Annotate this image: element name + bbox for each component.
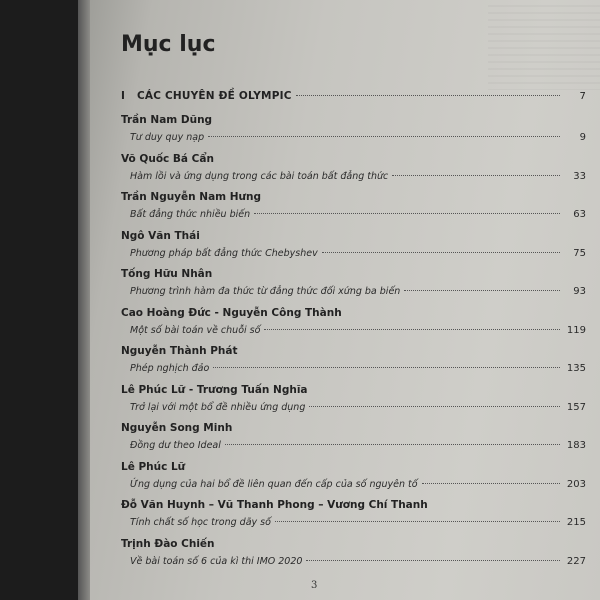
- dot-leader: [322, 252, 560, 253]
- entry-article: [130, 399, 586, 416]
- toc-entry: [121, 459, 586, 493]
- entry-article: [130, 360, 586, 377]
- entry-page-number: 93: [573, 286, 586, 297]
- entry-page-number: 63: [573, 209, 586, 220]
- entry-article: [130, 168, 586, 185]
- dot-leader: [208, 136, 560, 137]
- toc-entry: [121, 266, 586, 300]
- toc-entry: [121, 112, 586, 146]
- entry-article: [130, 437, 586, 454]
- entry-author: Võ Quốc Bá Cẩn: [121, 153, 214, 165]
- entry-author: Ngô Văn Thái: [121, 230, 200, 242]
- entry-article: [130, 283, 586, 300]
- entry-article: [130, 322, 586, 339]
- entry-author: Trịnh Đào Chiến: [121, 538, 215, 550]
- entry-title: Một số bài toán về chuỗi số: [130, 325, 261, 336]
- entry-author: Lê Phúc Lữ - Trương Tuấn Nghĩa: [121, 384, 308, 396]
- entry-author: Nguyễn Song Minh: [121, 422, 233, 434]
- dot-leader: [296, 95, 560, 96]
- entry-page-number: 75: [573, 248, 586, 259]
- entry-title: Phương trình hàm đa thức từ đẳng thức đối xứng ba biến: [130, 286, 401, 297]
- part-page-number: 7: [579, 91, 586, 102]
- entry-author: Nguyễn Thành Phát: [121, 345, 238, 357]
- entry-article: [130, 129, 586, 146]
- entry-page-number: 157: [566, 402, 586, 413]
- entry-author: Cao Hoàng Đức - Nguyễn Công Thành: [121, 307, 342, 319]
- entry-title: Phương pháp bất đẳng thức Chebyshev: [130, 248, 318, 259]
- book-page: [78, 0, 600, 600]
- dot-leader: [225, 444, 560, 445]
- entry-page-number: 9: [579, 132, 586, 143]
- dot-leader: [264, 329, 560, 330]
- dot-leader: [213, 367, 560, 368]
- toc-entry: [121, 305, 586, 339]
- entry-article: [130, 476, 586, 493]
- entry-article: [130, 206, 586, 223]
- toc-entry: [121, 228, 586, 262]
- toc-entry: [121, 151, 586, 185]
- part-heading: [121, 90, 586, 102]
- footer-page-number: 3: [311, 580, 318, 591]
- entry-title: Ứng dụng của hai bổ đề liên quan đến cấp của số nguyên tố: [130, 479, 418, 490]
- entry-author: Lê Phúc Lữ: [121, 461, 186, 473]
- toc-entry: [121, 189, 586, 223]
- entry-article: [130, 245, 586, 262]
- dot-leader: [392, 175, 560, 176]
- entry-page-number: 183: [566, 440, 586, 451]
- page-title: Mục lục: [121, 32, 216, 57]
- toc-entry: [121, 343, 586, 377]
- part-label: CÁC CHUYÊN ĐỀ OLYMPIC: [137, 90, 292, 102]
- entry-article: [130, 553, 586, 570]
- page-bleed-through: [488, 0, 600, 90]
- toc-entry: [121, 382, 586, 416]
- entry-author: Tống Hữu Nhân: [121, 268, 213, 280]
- dot-leader: [422, 483, 560, 484]
- toc-entry: [121, 536, 586, 570]
- entry-title: Trở lại với một bổ đề nhiều ứng dụng: [130, 402, 306, 413]
- entry-page-number: 215: [566, 517, 586, 528]
- entry-page-number: 119: [566, 325, 586, 336]
- entry-title: Bất đẳng thức nhiều biến: [130, 209, 251, 220]
- entry-article: [130, 514, 586, 531]
- book-spine: [78, 0, 90, 600]
- entry-page-number: 135: [566, 363, 586, 374]
- entry-page-number: 227: [566, 556, 586, 567]
- entry-page-number: 33: [573, 171, 586, 182]
- dot-leader: [306, 560, 560, 561]
- entry-title: Đồng dư theo Ideal: [130, 440, 221, 451]
- toc-entry: [121, 497, 586, 531]
- dot-leader: [404, 290, 560, 291]
- entry-page-number: 203: [566, 479, 586, 490]
- part-number: I: [121, 90, 126, 102]
- entry-author: Đỗ Văn Huynh – Vũ Thanh Phong – Vương Chí Thanh: [121, 499, 428, 511]
- entry-author: Trần Nguyễn Nam Hưng: [121, 191, 262, 203]
- toc-entry: [121, 420, 586, 454]
- entry-title: Hàm lồi và ứng dụng trong các bài toán bất đẳng thức: [130, 171, 389, 182]
- entry-author: Trần Nam Dũng: [121, 114, 213, 126]
- dot-leader: [309, 406, 560, 407]
- dot-leader: [275, 521, 560, 522]
- entry-title: Về bài toán số 6 của kì thi IMO 2020: [130, 556, 303, 567]
- entry-title: Tư duy quy nạp: [130, 132, 205, 143]
- entry-title: Phép nghịch đảo: [130, 363, 210, 374]
- entry-title: Tính chất số học trong dãy số: [130, 517, 271, 528]
- dot-leader: [254, 213, 560, 214]
